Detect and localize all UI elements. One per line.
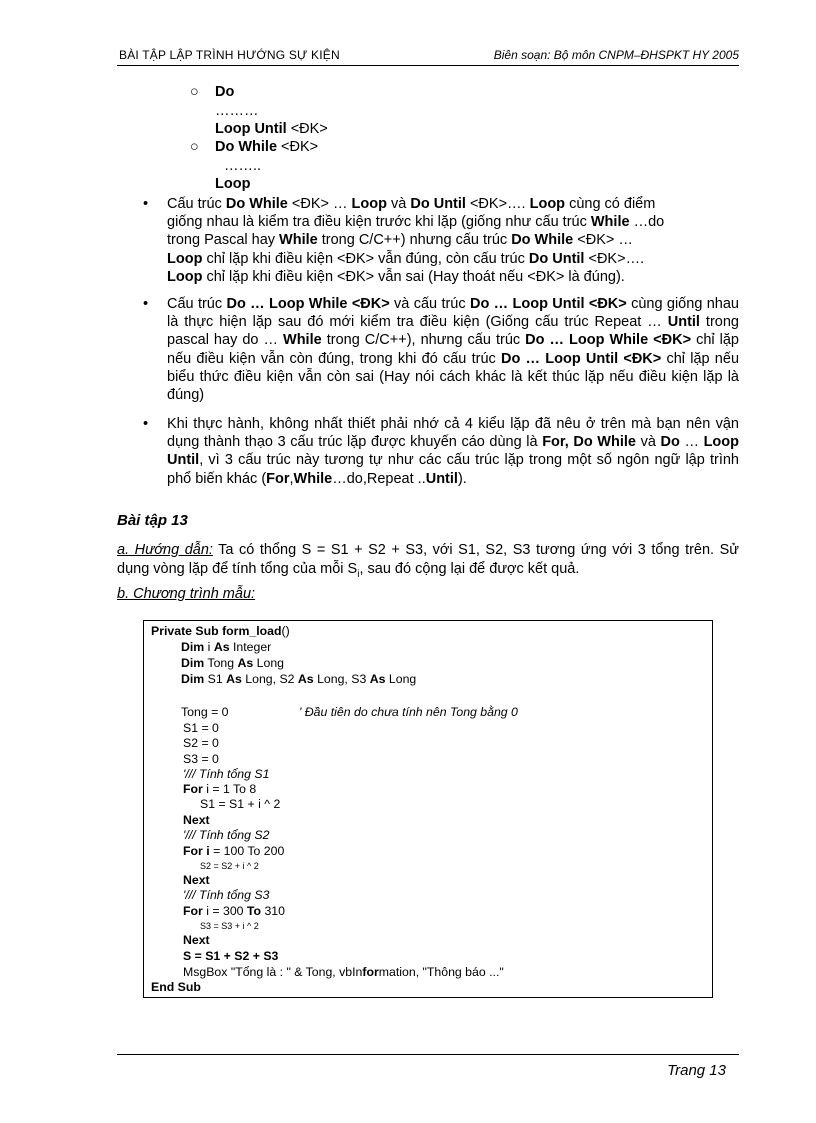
sample-label: b. Chương trình mẫu:: [117, 586, 256, 602]
bullet-3-text: Khi thực hành, không nhất thiết phải nhớ cả 4 kiểu lặp đã nêu ở trên mà bạn nên vận dụng thành thạo 3 cấu trúc lặp được khuyến cáo dùng là For, Do While và Do … Loop Until, vì 3 cấu trúc này tương tự như các cấu trúc lặp trong một số ngôn ngữ lập trình phổ biến khác (For,While…do,Repeat ..Until).: [167, 416, 740, 487]
do-keyword: Do: [215, 84, 235, 100]
code-line: S1 = 0: [183, 721, 219, 735]
code-block: [143, 620, 713, 998]
code-line: For i = 1 To 8: [183, 782, 257, 796]
loop-until-line: Loop Until <ĐK>: [215, 121, 328, 137]
code-line: Dim S1 As Long, S2 As Long, S3 As Long: [181, 672, 417, 686]
code-line: Tong = 0: [181, 705, 229, 719]
code-line: S2 = 0: [183, 736, 219, 750]
code-line: End Sub: [151, 980, 201, 994]
page-number: Trang 13: [667, 1062, 726, 1079]
bullet-icon: •: [143, 196, 149, 212]
code-line: For i = 100 To 200: [183, 844, 285, 858]
code-comment: '/// Tính tổng S3: [183, 888, 270, 902]
code-line: Next: [183, 873, 210, 887]
bullet-icon: •: [143, 296, 149, 312]
code-line: S = S1 + S2 + S3: [183, 949, 279, 963]
guide-paragraph: a. Hướng dẫn: Ta có thổng S = S1 + S2 + S3, với S1, S2, S3 tương ứng với 3 tổng trên. Sử dụng vòng lặp để tính tổng của mỗi $S_i$, sau đó cộng lại để được kết quả.: [117, 542, 739, 580]
code-line: Dim Tong As Long: [181, 656, 285, 670]
code-line: S3 = S3 + i ^ 2: [200, 921, 259, 931]
code-line: Dim i As Integer: [181, 640, 272, 654]
code-comment: ' Đầu tiên do chưa tính nên Tong bằng 0: [299, 705, 518, 719]
code-comment: '/// Tính tổng S2: [183, 828, 270, 842]
code-line: S2 = S2 + i ^ 2: [200, 861, 259, 871]
bullet-2-text: Cấu trúc Do … Loop While <ĐK> và cấu trúc Do … Loop Until <ĐK> cùng giống nhau là thực hiện lặp sau đó mới kiểm tra điều kiện (Giống cấu trúc Repeat … Until trong pascal hay do … While trong C/C++), nhưng cấu trúc Do … Loop While <ĐK> chỉ lặp nếu điều kiện vẫn còn đúng, trong khi đó cấu trúc Do … Loop Until <ĐK> chỉ lặp nếu biểu thức điều kiện vẫn còn sai (Hay nói cách khác là kết thúc lặp nếu điều kiện lặp là đúng): [167, 296, 740, 404]
header-author: Biên soạn: Bộ môn CNPM–ĐHSPKT HY 2005: [493, 48, 739, 62]
code-line: S1 = S1 + i ^ 2: [200, 797, 281, 811]
code-line: S3 = 0: [183, 752, 219, 766]
circle-bullet-icon: ○: [190, 84, 199, 100]
code-line: Next: [183, 813, 210, 827]
code-line: MsgBox "Tổng là : " & Tong, vbInformation, "Thông báo ...": [183, 965, 504, 979]
code-line: Private Sub form_load(): [151, 624, 290, 638]
code-comment: '/// Tính tổng S1: [183, 767, 270, 781]
bullet-icon: •: [143, 416, 149, 432]
code-line: Next: [183, 933, 210, 947]
footer-divider: [117, 1054, 739, 1055]
exercise-title: Bài tập 13: [117, 512, 188, 529]
guide-label: a. Hướng dẫn:: [117, 542, 213, 558]
bullet-1-text: Cấu trúc Do While <ĐK> … Loop và Do Until <ĐK>…. Loop cùng có điểm giống nhau là kiểm tra điều kiện trước khi lặp (giống như cấu trúc While …do trong Pascal hay While trong C/C++) nhưng cấu trúc Do While <ĐK> … Loop chỉ lặp khi điều kiện <ĐK> vẫn đúng, còn cấu trúc Do Until <ĐK>…. Loop chỉ lặp khi điều kiện <ĐK> vẫn sai (Hay thoát nếu <ĐK> là đúng).: [167, 196, 665, 285]
code-line: For i = 300 To 310: [183, 904, 285, 918]
dots-line: ……..: [224, 158, 262, 174]
page-header: [117, 47, 739, 66]
header-title: BÀI TẬP LẬP TRÌNH HƯỚNG SỰ KIỆN: [119, 48, 340, 62]
do-while-line: Do While <ĐK>: [215, 139, 319, 155]
dots-line: ………: [215, 103, 259, 119]
circle-bullet-icon: ○: [190, 139, 199, 155]
loop-keyword: Loop: [215, 176, 251, 192]
